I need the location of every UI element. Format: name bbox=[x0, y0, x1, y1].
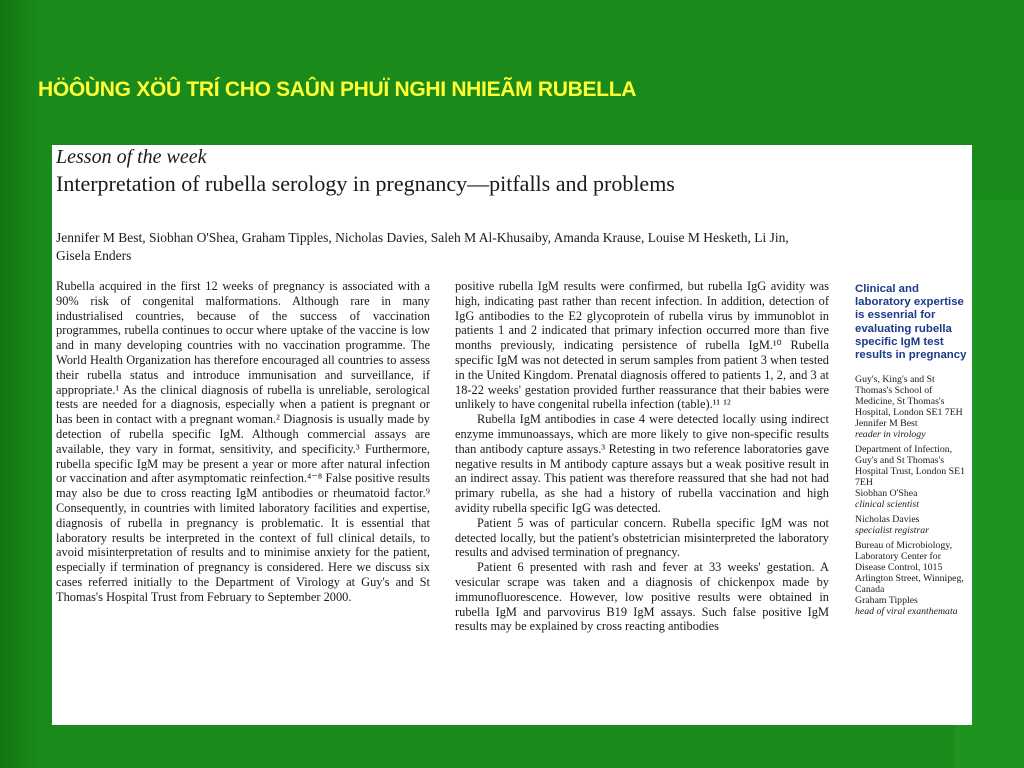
affiliation-line: Graham Tipples bbox=[855, 595, 918, 607]
paragraph: Rubella IgM antibodies in case 4 were detected locally using indirect enzyme immunoassays, which are more likely to give non-specific results than antibody capture assays.³ Retesting in two reference laboratories gave negative results in M antibody capture assays but a weak positive result in an indirect assay. This patient was therefore reassured that she had not had primary rubella, as she had a history of rubella vaccination and high avidity rubella specific IgG was detected. bbox=[455, 412, 829, 515]
affiliation-line: Department of Infection, Guy's and St Thomas's Hospital Trust, London SE1 7EH bbox=[855, 444, 965, 489]
affiliation-line: reader in virology bbox=[855, 429, 926, 441]
affiliation-line: clinical scientist bbox=[855, 499, 919, 511]
paragraph: Patient 5 was of particular concern. Rubella specific IgM was not detected locally, but the patient's obstetrician misinterpreted the laboratory results and advised termination of pregnancy. bbox=[455, 515, 829, 560]
affiliation-line: Bureau of Microbiology, Laboratory Center for Disease Control, 1015 Arlington Street, Winnipeg, Canada bbox=[855, 540, 964, 596]
affiliation-line: Nicholas Davies bbox=[855, 514, 920, 526]
slide-title: HÖÔÙNG XÖÛ TRÍ CHO SAÛN PHUÏ NGHI NHIEÃM RUBELLA bbox=[38, 78, 637, 101]
paragraph: Patient 6 presented with rash and fever at 33 weeks' gestation. A vesicular scrape was taken and a diagnosis of chickenpox made by immunofluorescence. However, low positive results were obtained in rubella IgM and parvovirus B19 IgM assays. Such false positive IgM results may be explained by cross reacting antibodies bbox=[455, 560, 829, 634]
affiliation-line: Jennifer M Best bbox=[855, 418, 918, 430]
paragraph: Rubella acquired in the first 12 weeks of pregnancy is associated with a 90% risk of congenital malformations. Although rare in many industrialised countries, because of the success of vaccination programmes, rubella continues to occur where uptake of the vaccine is low and in many developing countries with no vaccination programme. The World Health Organization has therefore encouraged all countries to assess their rubella status and introduce immunisation and surveillance, if appropriate.¹ As the clinical diagnosis of rubella is unreliable, serological tests are needed for a diagnosis, especially when a patient is pregnant or has been in contact with a pregnant woman.² Diagnosis is usually made by detection of rubella specific IgM. Although commercial assays are available, they vary in format, sensitivity, and specificity.³ Furthermore, rubella specific IgM may be present a year or more after natural infection or vaccination and after asymptomatic reinfection.⁴⁻⁸ False positive results may also be due to cross reacting IgM antibodies or rheumatoid factor.⁹ Consequently, in countries with limited laboratory facilities and expertise, diagnosis of rubella in pregnancy is problematic. It is essential that laboratory results be interpreted in the context of full clinical details, to avoid misinterpretation of results and to minimise anxiety for the patient, especially if termination of pregnancy is considered. Here we discuss six cases referred initially to the Department of Virology at Guy's and St Thomas's Hospital Trust from February to September 2000. bbox=[56, 279, 430, 604]
background-left-band bbox=[0, 0, 40, 768]
affiliation-line: Siobhan O'Shea bbox=[855, 488, 918, 500]
affiliation-line: specialist registrar bbox=[855, 525, 929, 537]
pull-quote: Clinical and laboratory expertise is essenrial for evaluating rubella specific IgM test results in pregnancy bbox=[855, 283, 967, 362]
article-series: Lesson of the week bbox=[56, 146, 207, 168]
article-title: Interpretation of rubella serology in pregnancy—pitfalls and problems bbox=[56, 171, 675, 196]
affiliation-line: Guy's, King's and St Thomas's School of Medicine, St Thomas's Hospital, London SE1 7EH bbox=[855, 374, 963, 419]
article-authors: Jennifer M Best, Siobhan O'Shea, Graham Tipples, Nicholas Davies, Saleh M Al-Khusaiby, Amanda Krause, Louise M Hesketh, Li Jin, Gisela Enders bbox=[56, 230, 789, 263]
affiliation-line: head of viral exanthemata bbox=[855, 606, 958, 618]
article-sidebar bbox=[855, 283, 967, 617]
paragraph: positive rubella IgM results were confirmed, but rubella IgG avidity was high, indicating past rather than recent infection. In addition, detection of IgG antibodies to the E2 glycoprotein of rubella virus by immunoblot in patients 1 and 2 indicated that primary infection occurred more than five months previously, indicating persistence of rubella IgM.¹⁰ Rubella specific IgM was not detected in serum samples from patient 3 when tested in the United Kingdom. Prenatal diagnosis offered to patients 1, 2, and 3 at 18-22 weeks' gestation provided further reassurance that their babies were unlikely to have congenital rubella infection (table).¹¹ ¹² bbox=[455, 279, 829, 412]
article-column-2 bbox=[455, 279, 829, 634]
article-column-1 bbox=[56, 279, 430, 605]
article-scan bbox=[52, 145, 972, 725]
affiliation-list bbox=[855, 374, 967, 617]
